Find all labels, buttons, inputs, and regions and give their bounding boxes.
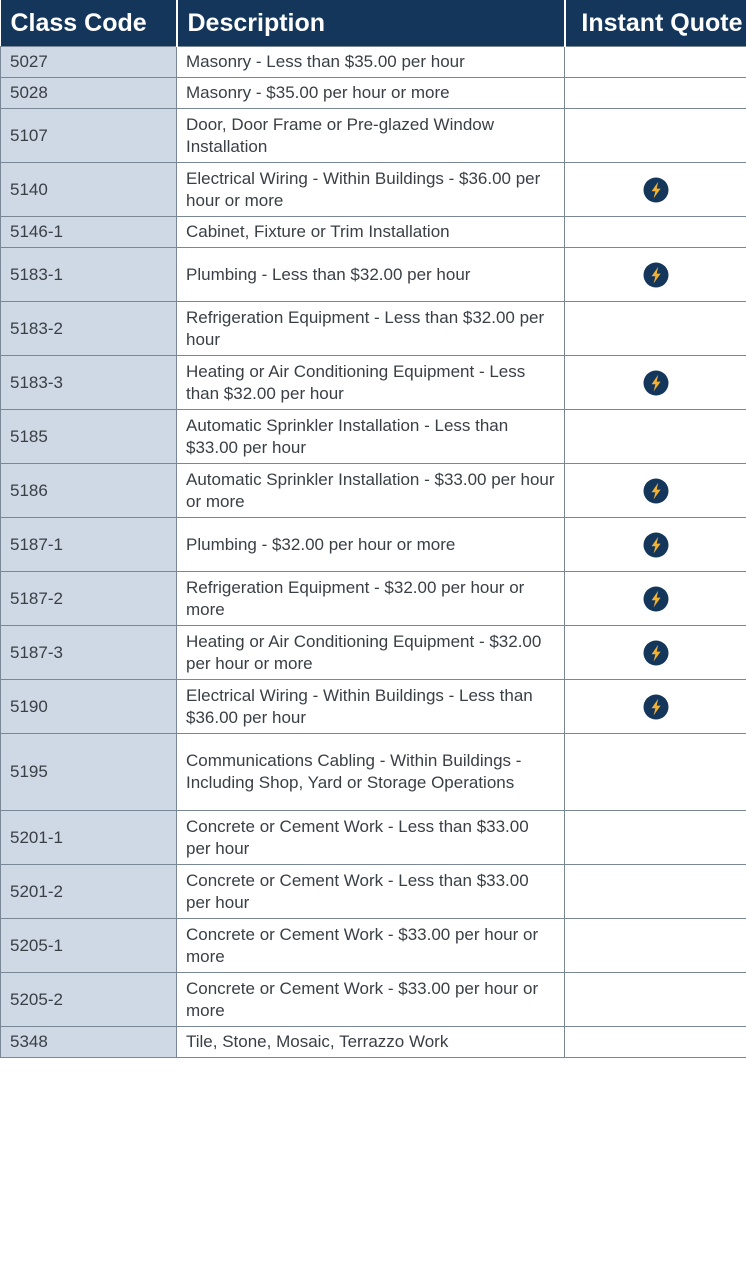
instant-quote-cell	[565, 47, 746, 78]
table-row	[1, 356, 746, 410]
class-code-cell: 5185	[1, 410, 177, 464]
instant-quote-cell	[565, 464, 746, 518]
instant-quote-cell	[565, 163, 746, 217]
table-row	[1, 811, 746, 865]
class-code-cell: 5187-1	[1, 518, 177, 572]
instant-quote-cell	[565, 410, 746, 464]
description-cell: Refrigeration Equipment - $32.00 per hour or more	[177, 572, 565, 626]
description-cell: Heating or Air Conditioning Equipment - Less than $32.00 per hour	[177, 356, 565, 410]
description-cell: Automatic Sprinkler Installation - $33.00 per hour or more	[177, 464, 565, 518]
table-row	[1, 464, 746, 518]
class-code-cell: 5205-1	[1, 919, 177, 973]
instant-quote-cell	[565, 302, 746, 356]
class-code-cell: 5201-1	[1, 811, 177, 865]
description-cell: Concrete or Cement Work - $33.00 per hour or more	[177, 973, 565, 1027]
instant-quote-cell	[565, 1027, 746, 1058]
class-code-cell: 5028	[1, 78, 177, 109]
table-row	[1, 518, 746, 572]
class-code-cell: 5183-3	[1, 356, 177, 410]
table-row	[1, 572, 746, 626]
instant-quote-cell	[565, 572, 746, 626]
table-row	[1, 1027, 746, 1058]
description-cell: Concrete or Cement Work - Less than $33.00 per hour	[177, 811, 565, 865]
class-code-cell: 5187-3	[1, 626, 177, 680]
lightning-bolt-icon	[643, 694, 669, 720]
table-row	[1, 78, 746, 109]
class-code-cell: 5348	[1, 1027, 177, 1058]
table-row	[1, 680, 746, 734]
table-row	[1, 973, 746, 1027]
table-row	[1, 865, 746, 919]
class-code-cell: 5107	[1, 109, 177, 163]
description-cell: Heating or Air Conditioning Equipment - $32.00 per hour or more	[177, 626, 565, 680]
instant-quote-cell	[565, 356, 746, 410]
description-cell: Masonry - Less than $35.00 per hour	[177, 47, 565, 78]
class-code-cell: 5183-2	[1, 302, 177, 356]
description-cell: Masonry - $35.00 per hour or more	[177, 78, 565, 109]
class-code-cell: 5201-2	[1, 865, 177, 919]
table-row	[1, 302, 746, 356]
description-cell: Plumbing - Less than $32.00 per hour	[177, 248, 565, 302]
instant-quote-cell	[565, 217, 746, 248]
table-header	[1, 0, 746, 47]
description-cell: Electrical Wiring - Within Buildings - $36.00 per hour or more	[177, 163, 565, 217]
description-cell: Concrete or Cement Work - $33.00 per hour or more	[177, 919, 565, 973]
instant-quote-cell	[565, 248, 746, 302]
lightning-bolt-icon	[643, 478, 669, 504]
class-code-cell: 5190	[1, 680, 177, 734]
class-code-cell: 5187-2	[1, 572, 177, 626]
class-code-cell: 5146-1	[1, 217, 177, 248]
lightning-bolt-icon	[643, 586, 669, 612]
description-cell: Cabinet, Fixture or Trim Installation	[177, 217, 565, 248]
description-cell: Door, Door Frame or Pre-glazed Window Installation	[177, 109, 565, 163]
instant-quote-cell	[565, 680, 746, 734]
description-cell: Automatic Sprinkler Installation - Less than $33.00 per hour	[177, 410, 565, 464]
class-code-cell: 5195	[1, 734, 177, 811]
table-row	[1, 217, 746, 248]
class-code-cell: 5183-1	[1, 248, 177, 302]
header-row	[1, 0, 746, 47]
table-body	[1, 47, 746, 1058]
instant-quote-cell	[565, 626, 746, 680]
table-row	[1, 410, 746, 464]
class-code-cell: 5186	[1, 464, 177, 518]
instant-quote-cell	[565, 78, 746, 109]
lightning-bolt-icon	[643, 532, 669, 558]
lightning-bolt-icon	[643, 262, 669, 288]
table-row	[1, 109, 746, 163]
class-code-column-header: Class Code	[1, 0, 177, 47]
description-cell: Tile, Stone, Mosaic, Terrazzo Work	[177, 1027, 565, 1058]
instant-quote-cell	[565, 865, 746, 919]
description-cell: Concrete or Cement Work - Less than $33.00 per hour	[177, 865, 565, 919]
lightning-bolt-icon	[643, 640, 669, 666]
instant-quote-cell	[565, 518, 746, 572]
table-row	[1, 163, 746, 217]
table-row	[1, 47, 746, 78]
description-cell: Plumbing - $32.00 per hour or more	[177, 518, 565, 572]
table-row	[1, 248, 746, 302]
instant-quote-cell	[565, 811, 746, 865]
instant-quote-cell	[565, 973, 746, 1027]
instant-quote-cell	[565, 734, 746, 811]
table-row	[1, 734, 746, 811]
description-cell: Communications Cabling - Within Buildings - Including Shop, Yard or Storage Operations	[177, 734, 565, 811]
lightning-bolt-icon	[643, 177, 669, 203]
description-cell: Electrical Wiring - Within Buildings - Less than $36.00 per hour	[177, 680, 565, 734]
table-row	[1, 919, 746, 973]
class-code-cell: 5027	[1, 47, 177, 78]
instant-quote-column-header: Instant Quote	[565, 0, 746, 47]
class-code-cell: 5205-2	[1, 973, 177, 1027]
class-code-cell: 5140	[1, 163, 177, 217]
description-cell: Refrigeration Equipment - Less than $32.00 per hour	[177, 302, 565, 356]
lightning-bolt-icon	[643, 370, 669, 396]
instant-quote-cell	[565, 919, 746, 973]
description-column-header: Description	[177, 0, 565, 47]
instant-quote-cell	[565, 109, 746, 163]
table-row	[1, 626, 746, 680]
